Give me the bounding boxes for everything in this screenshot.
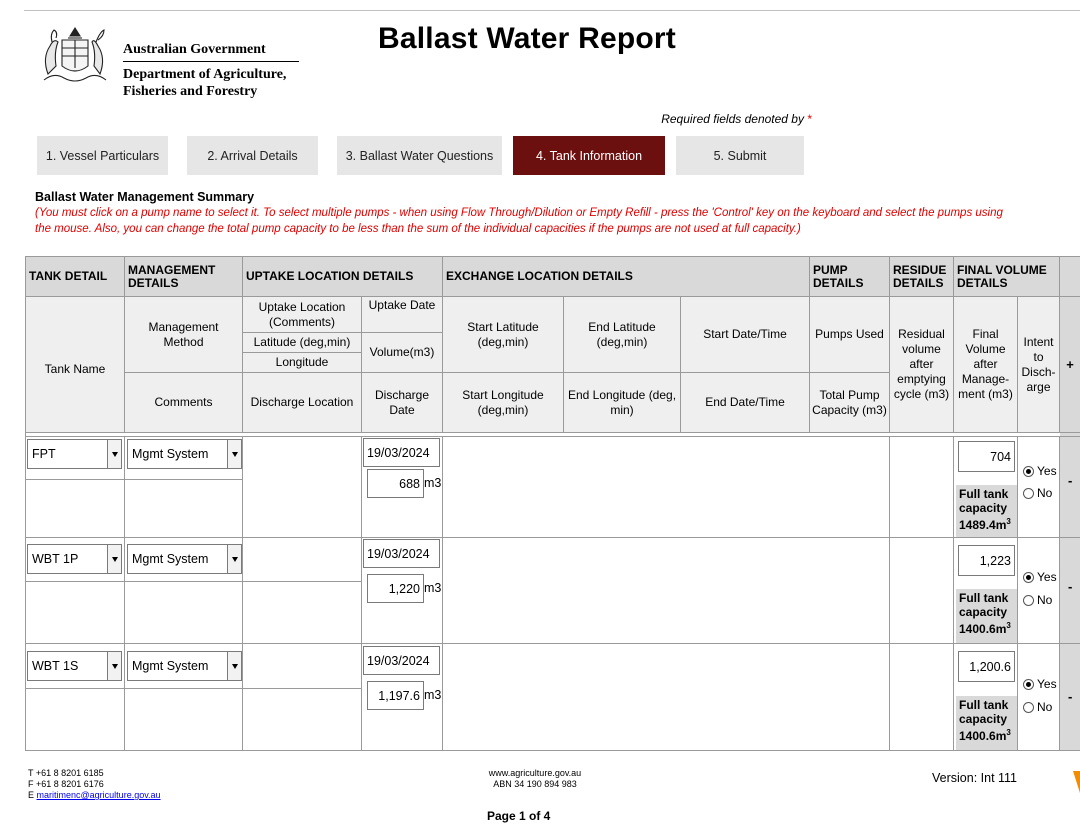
subheader-pumps-used: Pumps Used	[810, 297, 890, 373]
management-method-value: Mgmt System	[132, 552, 209, 566]
remove-row-button[interactable]: -	[1068, 473, 1073, 488]
tank-name-select[interactable]	[27, 544, 122, 574]
subheader-end-longitude: End Longitude (deg, min)	[564, 373, 681, 433]
header-residue-details: RESIDUE DETAILS	[890, 257, 954, 297]
volume-unit: m3	[424, 581, 442, 595]
chevron-down-icon[interactable]	[227, 440, 241, 468]
management-method-value: Mgmt System	[132, 659, 209, 673]
subheader-volume: Volume(m3)	[362, 333, 443, 373]
table-row-cell	[26, 480, 125, 538]
remove-row-button[interactable]: -	[1068, 689, 1073, 704]
summary-title: Ballast Water Management Summary	[35, 190, 255, 204]
chevron-down-icon[interactable]	[107, 545, 121, 573]
subheader-longitude: Longitude	[243, 353, 362, 373]
coat-of-arms-icon	[34, 22, 116, 88]
tab-tank-information[interactable]: 4. Tank Information	[513, 136, 665, 175]
table-row-cell	[243, 689, 362, 751]
subheader-residual-volume: Residual volume after emptying cycle (m3)	[890, 297, 954, 433]
table-row-cell	[1018, 538, 1060, 644]
tank-name-select[interactable]	[27, 651, 122, 681]
fax-number: F +61 8 8201 6176	[28, 779, 104, 789]
table-row-cell	[125, 480, 243, 538]
department-name: Department of Agriculture, Fisheries and Forestry	[123, 67, 287, 99]
add-row-button[interactable]: +	[1060, 297, 1080, 433]
table-row-cell	[26, 582, 125, 644]
volume-input[interactable]: 1,220	[367, 574, 424, 603]
required-star: *	[807, 112, 812, 126]
scroll-column-header	[1060, 257, 1080, 297]
remove-row-button[interactable]: -	[1068, 579, 1073, 594]
final-volume-input[interactable]: 1,223	[958, 545, 1015, 576]
intent-no-radio[interactable]: No	[1023, 486, 1052, 500]
subheader-total-pump-capacity: Total Pump Capacity (m3)	[810, 373, 890, 433]
volume-input[interactable]: 1,197.6	[367, 681, 424, 710]
top-divider	[24, 10, 1080, 11]
tab-vessel-particulars[interactable]: 1. Vessel Particulars	[37, 136, 168, 175]
table-row-cell	[243, 437, 362, 538]
volume-input[interactable]: 688	[367, 469, 424, 498]
page-title: Ballast Water Report	[378, 22, 676, 55]
subheader-comments: Comments	[125, 373, 243, 433]
subheader-start-latitude: Start Latitude (deg,min)	[443, 297, 564, 373]
table-row-cell	[1018, 644, 1060, 751]
discharge-date-input[interactable]: 19/03/2024	[363, 438, 440, 467]
table-row-cell	[443, 538, 890, 644]
final-volume-input[interactable]: 1,200.6	[958, 651, 1015, 682]
table-row-cell	[125, 582, 243, 644]
tab-ballast-water-questions[interactable]: 3. Ballast Water Questions	[337, 136, 502, 175]
orange-mark-icon	[1071, 769, 1080, 799]
intent-yes-radio[interactable]: Yes	[1023, 570, 1057, 584]
website: www.agriculture.gov.au	[488, 768, 582, 778]
table-row-cell	[125, 689, 243, 751]
subheader-intent-to-discharge: Intent to Disch-arge	[1018, 297, 1060, 433]
chevron-down-icon[interactable]	[107, 440, 121, 468]
full-tank-capacity: Full tank capacity $1489.4m^3$	[956, 485, 1017, 537]
table-row-cell	[890, 538, 954, 644]
table-row-cell	[443, 644, 890, 751]
summary-note-line: (You must click on a pump name to select it. To select multiple pumps - when using Flow Through/Dilution or Empty Refill - press the 'Control' key on the keyboard and select the pumps using	[35, 207, 1003, 219]
summary-instructions	[35, 205, 1080, 237]
header-tank-detail: TANK DETAIL	[26, 257, 125, 297]
table-row-cell	[243, 582, 362, 644]
table-row-cell	[443, 437, 890, 538]
tank-table	[25, 256, 1080, 751]
intent-no-radio[interactable]: No	[1023, 593, 1052, 607]
radio-unselected-icon	[1023, 488, 1034, 499]
header-exchange-location-details: EXCHANGE LOCATION DETAILS	[443, 257, 810, 297]
table-row-cell	[243, 538, 362, 582]
management-method-select[interactable]	[127, 439, 242, 469]
header-final-volume-details: FINAL VOLUME DETAILS	[954, 257, 1060, 297]
radio-selected-icon	[1023, 679, 1034, 690]
tab-submit[interactable]: 5. Submit	[676, 136, 804, 175]
final-volume-input[interactable]: 704	[958, 441, 1015, 472]
tank-name-value: WBT 1S	[32, 659, 79, 673]
chevron-down-icon[interactable]	[227, 545, 241, 573]
email-line: E maritimenc@agriculture.gov.au	[28, 790, 161, 800]
subheader-uptake-date: Uptake Date	[362, 297, 443, 333]
radio-unselected-icon	[1023, 702, 1034, 713]
government-rule	[123, 61, 299, 62]
table-row-cell	[26, 689, 125, 751]
volume-unit: m3	[424, 688, 442, 702]
subheader-tank-name: Tank Name	[26, 297, 125, 433]
intent-yes-radio[interactable]: Yes	[1023, 464, 1057, 478]
full-tank-capacity: Full tank capacity $1400.6m^3$	[956, 696, 1017, 750]
website-abn	[470, 768, 600, 790]
header-uptake-location-details: UPTAKE LOCATION DETAILS	[243, 257, 443, 297]
phone-number: T +61 8 8201 6185	[28, 768, 104, 778]
tank-name-value: FPT	[32, 447, 56, 461]
intent-no-radio[interactable]: No	[1023, 700, 1052, 714]
subheader-end-latitude: End Latitude (deg,min)	[564, 297, 681, 373]
summary-note-line: the mouse. Also, you can change the total pump capacity to be less than the sum of the individual capacities if the pumps are not used at full capacity.)	[35, 223, 801, 235]
tab-arrival-details[interactable]: 2. Arrival Details	[187, 136, 318, 175]
management-method-select[interactable]	[127, 651, 242, 681]
tank-name-value: WBT 1P	[32, 552, 79, 566]
management-method-select[interactable]	[127, 544, 242, 574]
radio-selected-icon	[1023, 466, 1034, 477]
subheader-discharge-date: Discharge Date	[362, 373, 443, 433]
management-method-value: Mgmt System	[132, 447, 209, 461]
email-link[interactable]: maritimenc@agriculture.gov.au	[36, 790, 161, 800]
table-row-cell	[890, 644, 954, 751]
chevron-down-icon[interactable]	[227, 652, 241, 680]
header-pump-details: PUMP DETAILS	[810, 257, 890, 297]
intent-yes-radio[interactable]: Yes	[1023, 677, 1057, 691]
abn: ABN 34 190 894 983	[493, 779, 577, 789]
chevron-down-icon[interactable]	[107, 652, 121, 680]
page-number: Page 1 of 4	[487, 809, 551, 823]
required-fields-note: Required fields denoted by *	[661, 112, 812, 126]
subheader-final-volume: Final Volume after Manage-ment (m3)	[954, 297, 1018, 433]
subheader-discharge-location: Discharge Location	[243, 373, 362, 433]
subheader-end-datetime: End Date/Time	[681, 373, 810, 433]
header-management-details: MANAGEMENT DETAILS	[125, 257, 243, 297]
table-row-cell	[890, 437, 954, 538]
radio-unselected-icon	[1023, 595, 1034, 606]
version-label: Version: Int 111	[932, 771, 1018, 785]
subheader-latitude: Latitude (deg,min)	[243, 333, 362, 353]
tank-name-select[interactable]	[27, 439, 122, 469]
government-name: Australian Government	[123, 42, 266, 57]
subheader-start-longitude: Start Longitude (deg,min)	[443, 373, 564, 433]
contact-details	[28, 768, 161, 801]
subheader-management-method: Management Method	[125, 297, 243, 373]
discharge-date-input[interactable]: 19/03/2024	[363, 539, 440, 568]
volume-unit: m3	[424, 476, 442, 490]
subheader-start-datetime: Start Date/Time	[681, 297, 810, 373]
discharge-date-input[interactable]: 19/03/2024	[363, 646, 440, 675]
radio-selected-icon	[1023, 572, 1034, 583]
subheader-uptake-location: Uptake Location (Comments)	[243, 297, 362, 333]
table-row-cell	[243, 644, 362, 689]
full-tank-capacity: Full tank capacity $1400.6m^3$	[956, 589, 1017, 643]
